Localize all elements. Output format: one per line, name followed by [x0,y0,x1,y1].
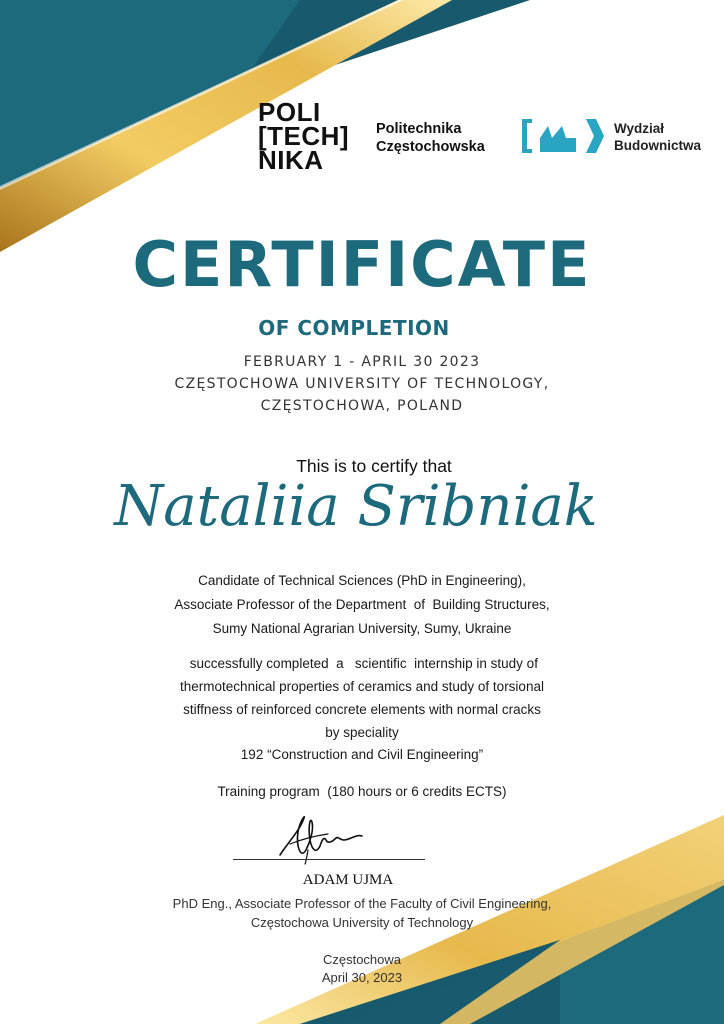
faculty-name [614,120,724,154]
logo-line-2: [TECH] [258,121,350,151]
logo-line-3: NIKA [258,145,324,175]
signer-name: ADAM UJMA [302,872,394,888]
footer-place: Częstochowa [322,952,402,967]
signature-image [270,810,380,865]
description-line: 192 “Construction and Civil Engineering” [240,747,484,762]
politechnika-logo [258,97,363,175]
signer-title-line: Częstochowa University of Technology [250,915,474,930]
faculty-name-line-2: Budownictwa [614,138,701,153]
description-line: thermotechnical properties of ceramics and study of torsional [180,679,544,694]
description-line: by speciality [325,725,399,740]
politechnika-name-line-2: Częstochowska [376,139,485,155]
signature-line [233,859,425,860]
certificate-dates: FEBRUARY 1 - APRIL 30 2023 [243,354,481,370]
footer-date: April 30, 2023 [321,970,403,985]
certificate-subtitle: OF COMPLETION [258,316,450,340]
certificate-institution: CZĘSTOCHOWA UNIVERSITY OF TECHNOLOGY, [174,376,550,392]
logo-line-1: POLI [258,97,321,127]
politechnika-name-line-1: Politechnika [376,121,462,137]
certify-text: This is to certify that [296,456,452,476]
faculty-logo-icon [518,116,606,156]
training-program: Training program (180 hours or 6 credits ECTS) [217,784,507,799]
faculty-name-line-1: Wydział [614,121,665,136]
description-line: stiffness of reinforced concrete elements with normal cracks [183,702,541,717]
politechnika-name [376,120,516,156]
certificate-location: CZĘSTOCHOWA, POLAND [260,398,464,414]
credential-line: Candidate of Technical Sciences (PhD in Engineering), [198,573,526,588]
recipient-name: Nataliia Sribniak [114,474,598,539]
credential-line: Sumy National Agrarian University, Sumy, Ukraine [212,621,512,636]
credential-line: Associate Professor of the Department of Building Structures, [174,597,550,612]
signer-title-line: PhD Eng., Associate Professor of the Faculty of Civil Engineering, [172,896,552,911]
certificate-title: CERTIFICATE [132,228,592,301]
description-line: successfully completed a scientific internship in study of [186,656,538,671]
